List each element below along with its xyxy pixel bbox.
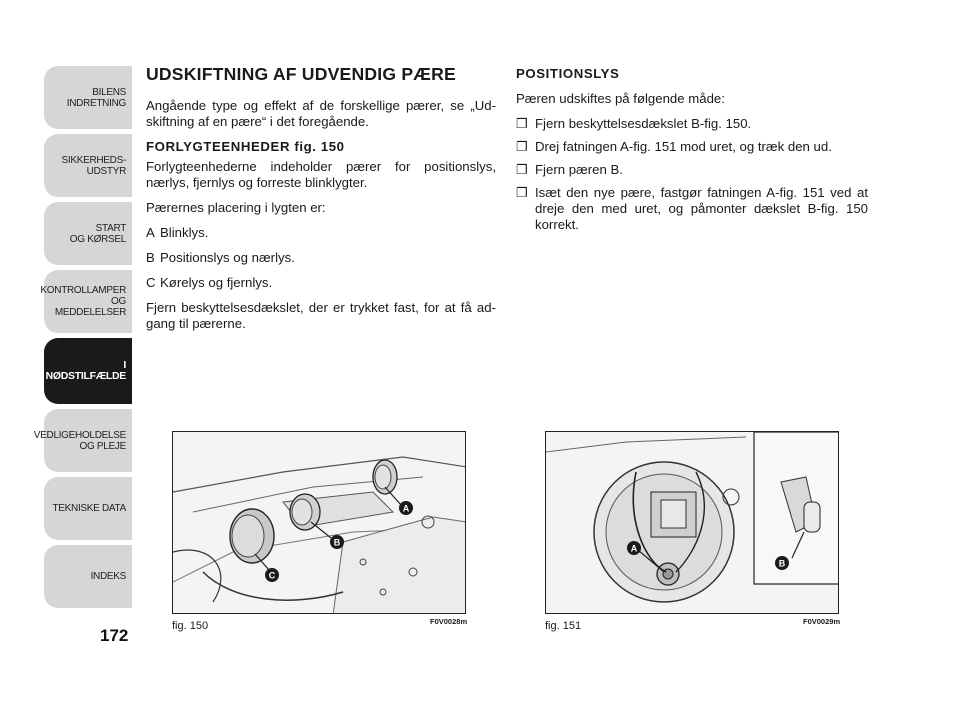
callout-c-label: C — [268, 570, 276, 581]
list-key: B — [146, 250, 155, 265]
figure-150-headlamp — [172, 431, 466, 614]
list-item — [516, 139, 868, 155]
figure-151-bulb-holder — [545, 431, 839, 614]
callout-a-label: A — [630, 543, 638, 554]
callout-a — [627, 541, 641, 555]
intro-paragraph: Pæren udskiftes på følgende måde: — [516, 91, 725, 106]
step-text: Drej fatningen A-fig. 151 mod uret, og træk den ud. — [535, 139, 832, 154]
callout-b-label: B — [333, 537, 341, 548]
step-list — [516, 116, 868, 233]
list-text: Blinklys. — [160, 225, 209, 240]
tab-start-og-korsel[interactable]: START OG KØRSEL — [44, 202, 132, 265]
figure-151-caption: fig. 151 — [545, 620, 582, 632]
callout-a-label: A — [402, 503, 410, 514]
checkbox-bullet-icon: ❒ — [516, 162, 528, 177]
list-text: Positionslys og nærlys. — [160, 250, 295, 265]
checkbox-bullet-icon: ❒ — [516, 185, 528, 200]
list-item — [516, 162, 868, 178]
checkbox-bullet-icon: ❒ — [516, 116, 528, 131]
list-item — [516, 185, 868, 233]
list-item — [146, 225, 496, 241]
tab-indeks[interactable]: INDEKS — [44, 545, 132, 608]
page-number: 172 — [100, 626, 129, 645]
step-text: Isæt den nye pære, fastgør fatningen A-fig. 151 ved at dreje den med uret, og påmonter dækslet B-fig. 150 korrekt. — [535, 185, 868, 232]
list-item — [516, 116, 868, 132]
figure-150-code: F0V0028m — [430, 617, 468, 626]
tab-tekniske-data[interactable]: TEKNISKE DATA — [44, 477, 132, 540]
section-paragraph: Forlygteenhederne indeholder pærer for positionslys, nærlys, fjernlys og forreste blinklygter. — [146, 159, 496, 190]
placement-intro: Pærernes placering i lygten er: — [146, 200, 326, 215]
step-text: Fjern beskyttelsesdækslet B-fig. 150. — [535, 116, 752, 131]
tab-vedligeholdelse[interactable]: VEDLIGEHOLDELSE OG PLEJE — [44, 409, 132, 472]
list-key: A — [146, 225, 155, 240]
section-heading: POSITIONSLYS — [516, 66, 620, 81]
headlamp-illustration — [173, 432, 466, 614]
figure-150-caption: fig. 150 — [172, 620, 209, 632]
list-key: C — [146, 275, 156, 290]
callout-b — [330, 535, 344, 549]
callout-b-label: B — [778, 558, 786, 569]
checkbox-bullet-icon: ❒ — [516, 139, 528, 154]
step-text: Fjern pæren B. — [535, 162, 623, 177]
section-heading: FORLYGTEENHEDER fig. 150 — [146, 139, 345, 154]
list-item — [146, 250, 496, 266]
bulb-holder-illustration — [546, 432, 839, 614]
intro-paragraph: Angående type og effekt af de forskellige pærer, se „Ud-skiftning af en pære“ i det foregående. — [146, 98, 496, 129]
callout-b — [775, 556, 789, 570]
list-item — [146, 275, 496, 291]
callout-c — [265, 568, 279, 582]
right-column — [516, 66, 868, 240]
tab-i-nodstilfaelde[interactable]: I NØDSTILFÆLDE — [44, 338, 132, 404]
callout-a — [399, 501, 413, 515]
list-text: Kørelys og fjernlys. — [160, 275, 273, 290]
tab-sikkerhedsudstyr[interactable]: SIKKERHEDS- UDSTYR — [44, 134, 132, 197]
chapter-tabs — [33, 66, 132, 613]
tab-bilens-indretning[interactable]: BILENS INDRETNING — [44, 66, 132, 129]
tab-kontrollamper[interactable]: KONTROLLAMPER OG MEDDELELSER — [44, 270, 132, 333]
figure-151-code: F0V0029m — [803, 617, 841, 626]
left-column — [146, 66, 496, 341]
outro-paragraph: Fjern beskyttelsesdækslet, der er trykket fast, for at få ad-gang til pærerne. — [146, 300, 496, 331]
page-title: UDSKIFTNING AF UDVENDIG PÆRE — [146, 64, 456, 84]
